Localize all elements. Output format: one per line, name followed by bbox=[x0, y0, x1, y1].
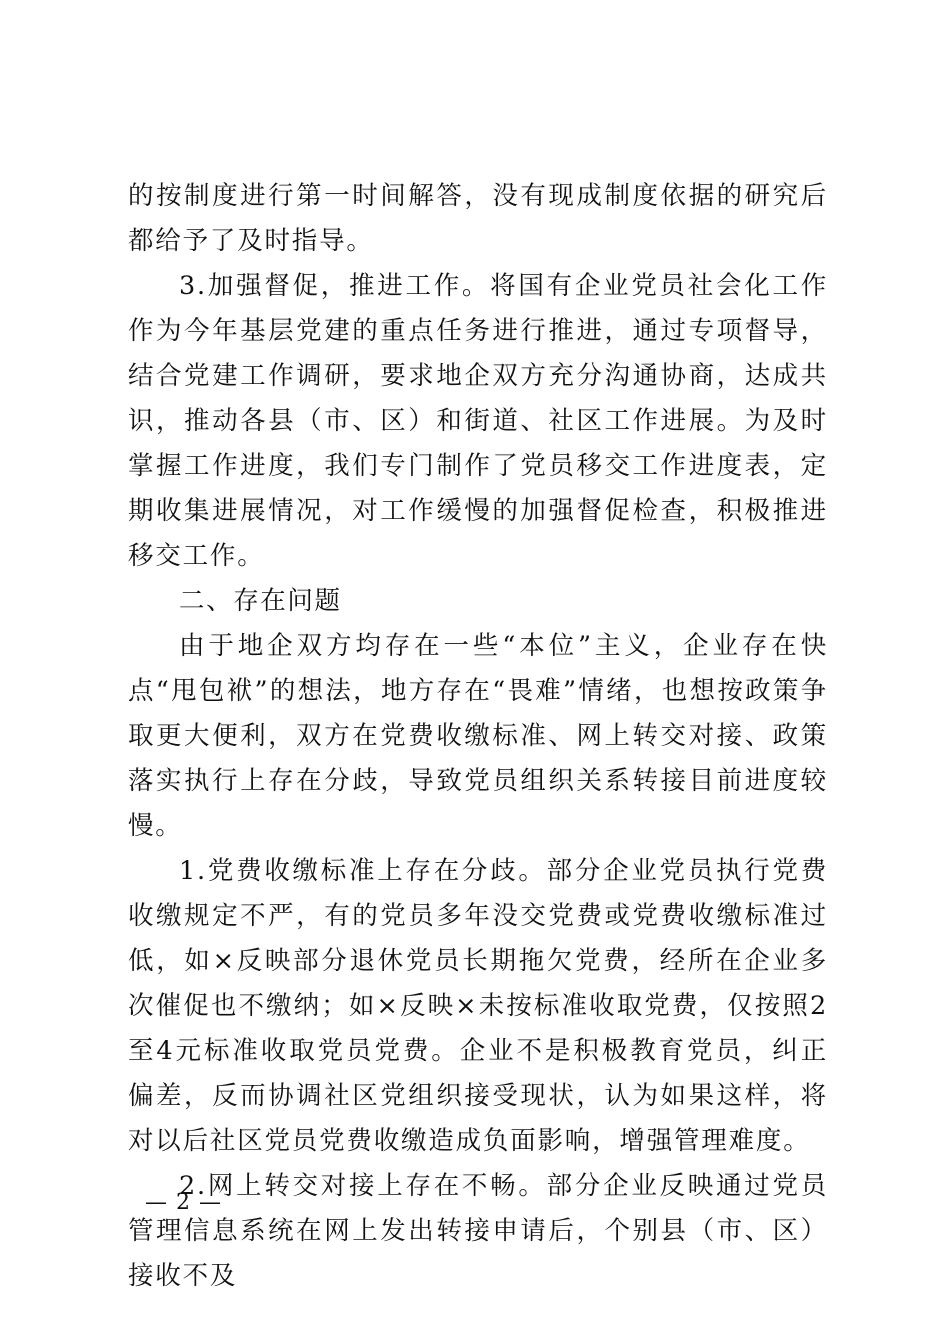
paragraph-problems-intro: 由于地企双方均存在一些“本位”主义，企业存在快点“甩包袱”的想法，地方存在“畏难”情绪，也想按政策争取更大便利，双方在党费收缴标准、网上转交对接、政策落实执行上存在分歧，导致党员组织关系转接目前进度较慢。 bbox=[128, 631, 828, 841]
section-heading-existing-problems: 二、存在问题 bbox=[179, 586, 342, 616]
paragraph-party-fee-standard: 1.党费收缴标准上存在分歧。部分企业党员执行党费收缴规定不严，有的党员多年没交党费或党费收缴标准过低，如×反映部分退休党员长期拖欠党费，经所在企业多次催促也不缴纳；如×反映×未按标准收取党费，仅按照2至4元标准收取党员党费。企业不是积极教育党员，纠正偏差，反而协调社区党组织接受现状，认为如果这样，将对以后社区党员党费收缴造成负面影响，增强管理难度。 bbox=[128, 856, 828, 1156]
paragraph-strengthen-supervision: 3.加强督促，推进工作。将国有企业党员社会化工作作为今年基层党建的重点任务进行推进，通过专项督导，结合党建工作调研，要求地企双方充分沟通协商，达成共识，推动各县（市、区）和街道、社区工作进展。为及时掌握工作进度，我们专门制作了党员移交工作进度表，定期收集进展情况，对工作缓慢的加强督促检查，积极推进移交工作。 bbox=[128, 271, 828, 571]
paragraph-continuation: 的按制度进行第一时间解答，没有现成制度依据的研究后都给予了及时指导。 bbox=[128, 181, 828, 256]
page-number: — 2 — bbox=[145, 1190, 222, 1215]
paragraph-online-transfer: 2.网上转交对接上存在不畅。部分企业反映通过党员管理信息系统在网上发出转接申请后，个别县（市、区）接收不及 bbox=[128, 1171, 828, 1291]
document-body bbox=[128, 174, 828, 1299]
